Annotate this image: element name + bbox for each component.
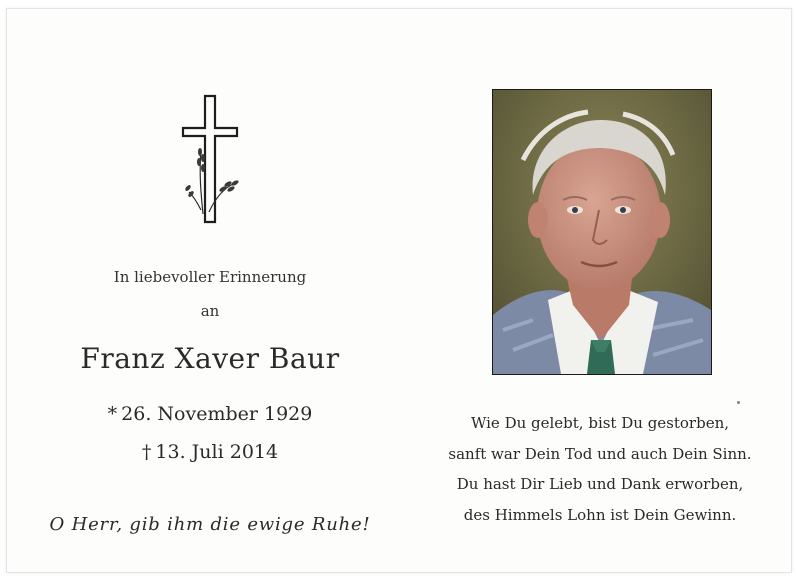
poem-line: Wie Du gelebt, bist Du gestorben,	[470, 414, 730, 432]
death-date-line	[67, 441, 353, 463]
memorial-poem	[437, 408, 763, 530]
paper-speck	[737, 401, 740, 404]
poem-line: Du hast Dir Lieb und Dank erworben,	[456, 475, 744, 493]
intro-text: In liebevoller Erinnerung	[113, 268, 307, 286]
poem-line: sanft war Dein Tod und auch Dein Sinn.	[448, 444, 752, 463]
portrait-photo	[492, 89, 712, 375]
birth-date: 26. November 1929	[121, 403, 313, 425]
death-date: 13. Juli 2014	[155, 441, 279, 463]
birth-date-line	[67, 403, 353, 425]
memorial-card	[6, 8, 792, 573]
poem-line: des Himmels Lohn ist Dein Gewinn.	[463, 505, 737, 524]
death-symbol: †	[141, 441, 152, 463]
birth-symbol: *	[107, 403, 118, 425]
intro-connector: an	[200, 302, 220, 320]
cross-with-wheat-icon	[175, 94, 245, 224]
deceased-name: Franz Xaver Baur	[80, 342, 340, 375]
prayer-text: O Herr, gib ihm die ewige Ruhe!	[49, 514, 371, 535]
portrait-illustration	[493, 90, 711, 374]
